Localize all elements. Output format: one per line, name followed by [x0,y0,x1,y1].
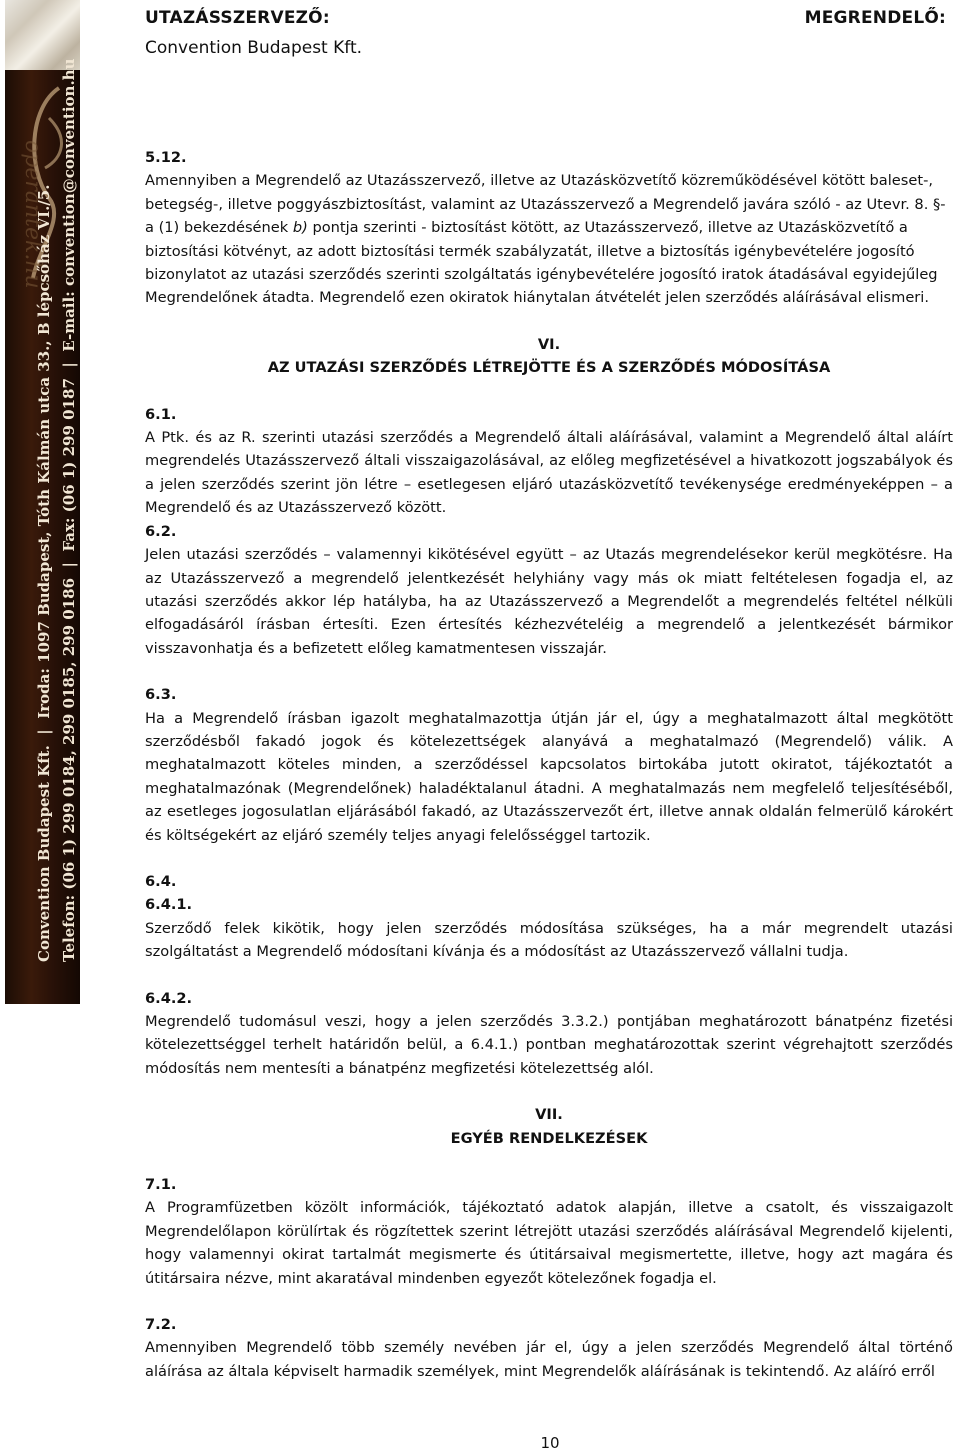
sidebar-company: Convention Budapest Kft. [35,745,53,962]
header-organizer [145,8,362,58]
document-body [145,146,953,1383]
sidebar-separator: | [60,362,78,368]
section-number-6-4-2: 6.4.2. [145,989,193,1007]
section-number-7-2: 7.2. [145,1316,177,1334]
section-number-7-1: 7.1. [145,1176,177,1194]
sidebar-office: Iroda: 1097 Budapest, Tóth Kálmán utca 33., B lépcsőház VI./5. [35,184,53,719]
sidebar-fax: Fax: (06 1) 299 0187 [60,378,78,552]
chapter-7-title: EGYÉB RENDELKEZÉSEK [450,1129,648,1147]
sidebar-email: E-mail: convention@convention.hu [60,58,78,352]
section-6-3-text: Ha a Megrendelő írásban igazolt meghatalmazottja útján jár el, úgy a meghatalmazott által megkötött szerződésből fakadó jogok és kötelezettségek alanyává a meghatalmazó (Megrendelő) válik. A meghatalmazott köteles minden, a szerződéssel kapcsolatos birtokába jutott okiratot, tájékoztatót a meghatalmazónak (Megrendelőnek) haladéktalanul átadni. A meghatalmazás nem megfelelő teljesítéséből, az esetleges jogosulatlan eljárásából fakadó, az Utazásszervezőt ért, illetve annak oldalán felmerülő károkért és költségekért az eljáró személy teljes anyagi felelősséggel tartozik. [145,709,953,844]
section-number-6-4-1: 6.4.1. [145,896,193,914]
section-number-6-4: 6.4. [145,872,177,890]
section-6-4-2-text: Megrendelő tudomásul veszi, hogy a jelen szerződés 3.3.2.) pontjában meghatározott bánatpénz fizetési kötelezettséggel terhelt határidőn belül, a 6.4.1.) pontban meghatározottak szerint végrehajtott szerződés módosítás nem mentesíti a bánatpénz megfizetési kötelezettség alól. [145,1013,953,1077]
section-5-12-text-b: pontja szerinti - biztosítást kötött, az Utazásszervező, illetve az Utazásközvetítő a biztosítási kötvényt, az adott biztosítási termék szabályzatát, illetve a biztosítás igénybevételére jogosító bizonylatot az utazási szerződés szerinti szolgáltatás igénybevételére jogosító iratok átadásával egyidejűleg Megrendelőnek átadta. Megrendelő ezen okiratok hiánytalan átvételét jelen szerződés aláírásával elismeri. [145,219,938,307]
section-6-1-text: A Ptk. és az R. szerinti utazási szerződés a Megrendelő általi aláírásával, valamint a Megrendelő által aláírt megrendelés Utazásszervező általi visszaigazolásával, az előleg megfizetésével a hivatkozott jogszabályok és a jelen szerződés szerint jön létre – esetlegesen eljáró utazásközvetítő tevékenysége eredményeképpen – a Megrendelő és az Utazásszervező között. [145,429,953,517]
section-number-6-3: 6.3. [145,686,177,704]
header-customer [805,8,946,28]
website-watermark: operantek.hu [20,140,45,289]
section-7-2-text: Amennyiben Megrendelő több személy nevében jár el, úgy a jelen szerződés Megrendelő által történő aláírása az általa képviselt harmadik személyek, mint Megrendelők aláírásának is tekintendő. Az aláíró erről [145,1339,953,1380]
section-5-12-text [145,169,953,309]
sidebar-separator: | [35,729,53,735]
section-number-6-2: 6.2. [145,522,177,540]
organizer-label: UTAZÁSSZERVEZŐ: [145,8,330,28]
section-5-12-italic: b) [292,219,308,237]
section-number-6-1: 6.1. [145,405,177,423]
section-6-2-text: Jelen utazási szerződés – valamennyi kikötésével együtt – az Utazás megrendelésekor kerül megkötésre. Ha az Utazásszervező a megrendelő jelentkezését helyhiány vagy más ok miatt feltételesen fogadja el, az utazási szerződés akkor lép hatályba, ha az Utazásszervező a Megrendelőt a megrendelés feltétel nélküli elfogadásáról írásban értesíti. Ezen értesítés kézhezvételéig a megrendelő a jelentkezését bármikor visszavonhatja és a befizetett előleg kamatmentesen visszajár. [145,546,953,657]
section-7-1-text: A Programfüzetben közölt információk, tájékoztató adatok alapján, illetve a csatolt, és visszaigazolt Megrendelőlapon körülírtak és rögzítettek szerint létrejött utazási szerződés aláírásával Megrendelő kijelenti, hogy valamennyi okirat tartalmát megismerte és útitársaival megismertette, illetve, hogy azt magára és útitársaira nézve, mint akaratával mindenben egyezőt kötelezőnek fogadja el. [145,1199,953,1287]
section-5-12-text-a: Amennyiben a Megrendelő az Utazásszervező, illetve az Utazásközvetítő közreműködésével kötött baleset-, betegség-, illetve poggyászbiztosítást, valamint az Utazásszervező a Megrendelő javára szóló - az Utevr. 8. §-a (1) bekezdésének [145,172,946,237]
company-sidebar [5,0,80,1004]
chapter-6-title: AZ UTAZÁSI SZERZŐDÉS LÉTREJÖTTE ÉS A SZERZŐDÉS MÓDOSÍTÁSA [267,359,831,377]
organizer-name: Convention Budapest Kft. [145,38,363,58]
section-number-5-12: 5.12. [145,149,187,166]
sidebar-phone: Telefon: (06 1) 299 0184, 299 0185, 299 0186 [60,577,78,962]
section-6-4-1-text: Szerződő felek kikötik, hogy jelen szerződés módosítása szükséges, ha a már megrendelt utazási szolgáltatást a Megrendelő módosítani kívánja és a módosítást az Utazásszervező vállalni tudja. [145,919,953,961]
page-number: 10 [540,1434,560,1452]
chapter-7-roman: VII. [535,1106,563,1124]
chapter-6-roman: VI. [537,335,561,353]
sidebar-separator: | [60,562,78,568]
customer-label: MEGRENDELŐ: [804,8,946,28]
